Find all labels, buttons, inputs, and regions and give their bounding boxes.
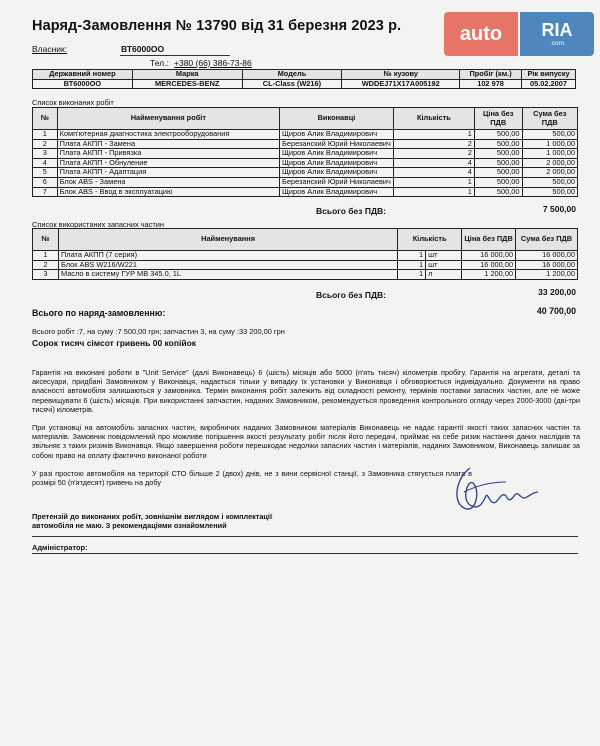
works-header-cell: Сума без ПДВ xyxy=(522,108,577,130)
table-row xyxy=(33,149,578,159)
vehicle-plate: ВТ6000ОО xyxy=(33,79,133,89)
work-price: 500,00 xyxy=(474,139,522,149)
work-name: Плата АКПП - Обнуление xyxy=(57,158,279,168)
parts-header-cell: Сума без ПДВ xyxy=(516,229,578,251)
part-name: Плата АКПП (7 серия) xyxy=(58,251,397,261)
summary-line: Всього робіт :7, на суму :7 500,00 грн; запчастин 3, на суму :33 200,00 грн xyxy=(32,327,285,336)
logo-ria-word: RIA xyxy=(541,20,573,40)
work-price: 500,00 xyxy=(474,177,522,187)
work-sum: 1 000,00 xyxy=(522,149,577,159)
work-num: 3 xyxy=(33,149,58,159)
part-sum: 1 200,00 xyxy=(516,270,578,280)
parts-table xyxy=(32,228,578,280)
part-num: 1 xyxy=(33,251,59,261)
owner-label: Власник: xyxy=(32,44,68,54)
vehicle-year: 05.02.2007 xyxy=(522,79,576,89)
signature-image xyxy=(446,462,556,522)
work-num: 2 xyxy=(33,139,58,149)
guarantee-paragraph: Гарантія на виконані роботи в "Unit Service" (далі Виконавець) 6 (шість) місяців або 5000 (п'ять тисяч) кілометрів пробігу. Гарантія на агрегати, деталі та аксесуари, придбані Замовником у Виконавця, надається тільки у випадку їх установки у Виконавця і обговорюється індивідуально. Документи на право власності автомобіля залишаються у замовника. Термін виконання робіт залежить від складності ремонту, термінів поставки запасних частин, але не може перевищувати 6 (шість) місяців. При використанні запчастин, наданих Замовником, рекомендується проведення контрольного огляду через 2000-3000 (дві-три тисячі) кілометрів. xyxy=(32,368,580,414)
table-row xyxy=(33,251,578,261)
work-num: 7 xyxy=(33,187,58,197)
part-qty: 1 xyxy=(398,270,426,280)
part-num: 3 xyxy=(33,270,59,280)
part-name: Блок ABS W216/W221 xyxy=(58,260,397,270)
work-name: Блок ABS - Ввод в эксплуатацию xyxy=(57,187,279,197)
part-sum: 16 000,00 xyxy=(516,251,578,261)
part-num: 2 xyxy=(33,260,59,270)
work-price: 500,00 xyxy=(474,168,522,178)
claims-statement: Претензій до виконаних робіт, зовнішнім виглядом і комплектації автомобіля не маю. З рекомендаціями ознайомлений xyxy=(32,512,272,531)
works-header-cell: № xyxy=(33,108,58,130)
vehicle-header-cell: Модель xyxy=(242,70,342,80)
owner-value: ВТ6000ОО xyxy=(121,44,165,54)
vehicle-vin: WDDEJ71X17A005192 xyxy=(342,79,460,89)
admin-divider xyxy=(32,553,578,554)
parts-header-row xyxy=(33,229,578,251)
phone-label: Тел.: xyxy=(150,58,169,68)
table-row xyxy=(33,187,578,197)
works-header-cell: Виконавці xyxy=(280,108,394,130)
part-qty: 1 xyxy=(398,251,426,261)
work-executor: Щиров Алик Владимирович xyxy=(280,130,394,140)
client-parts-paragraph: При установці на автомобіль запасних частин, виробничих наданих Замовником матеріалів Виконавець не надає гарантії якості таких запасних частин та матеріалів. Замовник повідомлений про можливе погіршення якості результату робіт після його передачі, приймає на себе ризик настання даних наслідків та звільняє з таких ризиків Виконавця. Якщо завершення роботи перешкодає недоліки запасних частин і матеріалів, наданих Замовником, Виконавець залишає за собою право на оплату фактично виконаної роботи xyxy=(32,423,580,460)
page-title: Наряд-Замовлення № 13790 від 31 березня 2023 р. xyxy=(32,18,402,34)
work-num: 6 xyxy=(33,177,58,187)
work-name: Комп'ютерная диагностика электрооборудования xyxy=(57,130,279,140)
part-unit: шт xyxy=(426,260,462,270)
parts-total-label: Всього без ПДВ: xyxy=(316,290,386,300)
vehicle-table xyxy=(32,69,576,89)
works-header-row xyxy=(33,108,578,130)
table-row xyxy=(33,270,578,280)
vehicle-value-row xyxy=(33,79,576,89)
parts-header-cell: Ціна без ПДВ xyxy=(462,229,516,251)
table-row xyxy=(33,158,578,168)
part-name: Масло в систему ГУР MB 345.0, 1L xyxy=(58,270,397,280)
work-executor: Щиров Алик Владимирович xyxy=(280,158,394,168)
work-sum: 500,00 xyxy=(522,187,577,197)
vehicle-model: CL-Class (W216) xyxy=(242,79,342,89)
work-num: 1 xyxy=(33,130,58,140)
works-section-title: Список виконаних робіт xyxy=(32,98,114,107)
work-qty: 1 xyxy=(393,177,474,187)
grand-total-value: 40 700,00 xyxy=(536,306,576,316)
admin-label: Адміністратор: xyxy=(32,543,88,552)
parts-header-cell: Найменування xyxy=(58,229,397,251)
table-row xyxy=(33,177,578,187)
work-sum: 500,00 xyxy=(522,177,577,187)
works-table xyxy=(32,107,578,197)
work-qty: 1 xyxy=(393,130,474,140)
storage-paragraph: У разі простою автомобіля на території СТО більше 2 (двох) днів, не з вини сервісної станції, з Замовника стягується плата в розмірі 50 (п'ятдесят) гривень на добу xyxy=(32,469,472,488)
part-price: 16 000,00 xyxy=(462,260,516,270)
work-name: Плата АКПП - Привязка xyxy=(57,149,279,159)
work-name: Плата АКПП - Замена xyxy=(57,139,279,149)
work-qty: 4 xyxy=(393,168,474,178)
work-qty: 1 xyxy=(393,187,474,197)
work-qty: 2 xyxy=(393,139,474,149)
work-num: 5 xyxy=(33,168,58,178)
work-qty: 4 xyxy=(393,158,474,168)
part-sum: 16 000,00 xyxy=(516,260,578,270)
amount-in-words: Сорок тисяч сімсот гривень 00 копійок xyxy=(32,338,197,348)
work-executor: Щиров Алик Владимирович xyxy=(280,149,394,159)
parts-header-cell: Кількість xyxy=(398,229,462,251)
claims-divider xyxy=(32,536,578,537)
work-sum: 2 000,00 xyxy=(522,168,577,178)
part-price: 1 200,00 xyxy=(462,270,516,280)
work-executor: Щиров Алик Владимирович xyxy=(280,187,394,197)
work-sum: 2 000,00 xyxy=(522,158,577,168)
work-sum: 1 000,00 xyxy=(522,139,577,149)
vehicle-make: MERCEDES-BENZ xyxy=(132,79,242,89)
vehicle-header-cell: Пробіг (км.) xyxy=(460,70,522,80)
work-sum: 500,00 xyxy=(522,130,577,140)
parts-header-cell: № xyxy=(33,229,59,251)
part-unit: л xyxy=(426,270,462,280)
table-row xyxy=(33,139,578,149)
work-name: Блок ABS - Замена xyxy=(57,177,279,187)
works-header-cell: Кількість xyxy=(393,108,474,130)
work-qty: 2 xyxy=(393,149,474,159)
autoria-logo xyxy=(444,12,594,56)
parts-section-title: Список використаних запасних частин xyxy=(32,220,164,229)
owner-underline xyxy=(120,55,230,56)
work-executor: Березанский Юрий Николаевич xyxy=(280,177,394,187)
work-price: 500,00 xyxy=(474,158,522,168)
part-price: 16 000,00 xyxy=(462,251,516,261)
vehicle-header-cell: Марка xyxy=(132,70,242,80)
grand-total-label: Всього по наряд-замовленню: xyxy=(32,308,166,318)
phone-value: +380 (66) 386-73-86 xyxy=(174,58,252,68)
vehicle-header-row xyxy=(33,70,576,80)
work-executor: Березанский Юрий Николаевич xyxy=(280,139,394,149)
work-price: 500,00 xyxy=(474,187,522,197)
works-header-cell: Найменування робіт xyxy=(57,108,279,130)
logo-auto-text: auto xyxy=(444,12,518,56)
work-num: 4 xyxy=(33,158,58,168)
parts-total-value: 33 200,00 xyxy=(538,287,576,297)
works-header-cell: Ціна без ПДВ xyxy=(474,108,522,130)
logo-domain: .com xyxy=(549,40,565,47)
works-total-label: Всього без ПДВ: xyxy=(316,206,386,216)
work-name: Плата АКПП - Адаптация xyxy=(57,168,279,178)
work-executor: Щиров Алик Владимирович xyxy=(280,168,394,178)
table-row xyxy=(33,168,578,178)
work-price: 500,00 xyxy=(474,149,522,159)
works-total-value: 7 500,00 xyxy=(542,204,576,214)
part-qty: 1 xyxy=(398,260,426,270)
work-price: 500,00 xyxy=(474,130,522,140)
table-row xyxy=(33,260,578,270)
table-row xyxy=(33,130,578,140)
logo-ria-text xyxy=(520,12,594,56)
vehicle-header-cell: № кузову xyxy=(342,70,460,80)
part-unit: шт xyxy=(426,251,462,261)
vehicle-header-cell: Рік випуску xyxy=(522,70,576,80)
vehicle-header-cell: Державний номер xyxy=(33,70,133,80)
vehicle-mileage: 102 978 xyxy=(460,79,522,89)
